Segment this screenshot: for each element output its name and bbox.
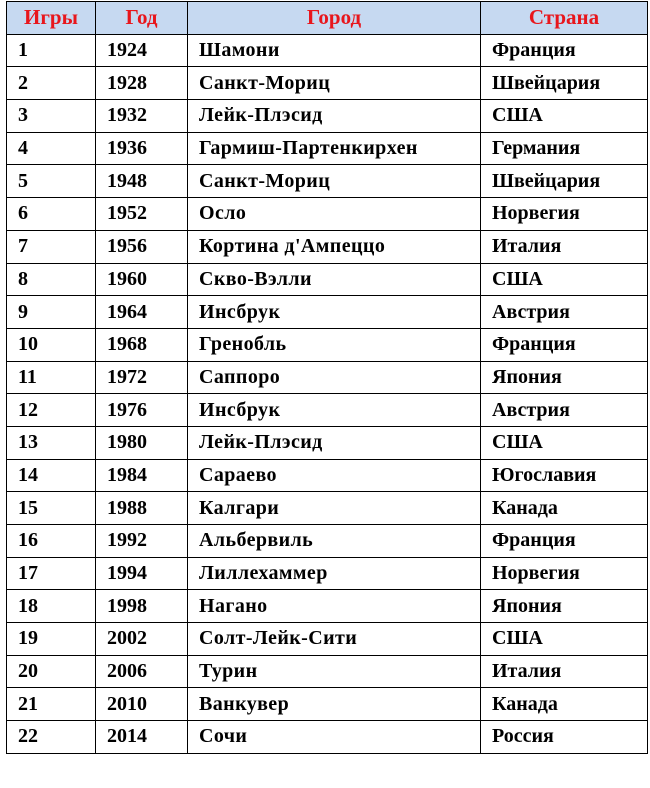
cell-year: 1980 bbox=[96, 426, 188, 459]
cell-country: Норвегия bbox=[481, 557, 648, 590]
cell-country: Австрия bbox=[481, 296, 648, 329]
cell-year: 1994 bbox=[96, 557, 188, 590]
table-row bbox=[7, 426, 648, 459]
cell-games-number: 11 bbox=[7, 361, 96, 394]
table-row bbox=[7, 721, 648, 754]
cell-games-number: 16 bbox=[7, 525, 96, 558]
cell-games-number: 6 bbox=[7, 198, 96, 231]
cell-year: 1988 bbox=[96, 492, 188, 525]
cell-games-number: 1 bbox=[7, 34, 96, 67]
column-header-city: Город bbox=[188, 2, 481, 35]
cell-games-number: 7 bbox=[7, 230, 96, 263]
table-row bbox=[7, 296, 648, 329]
cell-city: Санкт-Мориц bbox=[188, 165, 481, 198]
cell-city: Нагано bbox=[188, 590, 481, 623]
cell-country: США bbox=[481, 426, 648, 459]
cell-city: Саппоро bbox=[188, 361, 481, 394]
cell-games-number: 14 bbox=[7, 459, 96, 492]
cell-city: Инсбрук bbox=[188, 394, 481, 427]
cell-games-number: 10 bbox=[7, 328, 96, 361]
cell-country: Югославия bbox=[481, 459, 648, 492]
table-row bbox=[7, 557, 648, 590]
cell-year: 2014 bbox=[96, 721, 188, 754]
table-row bbox=[7, 623, 648, 656]
cell-year: 1998 bbox=[96, 590, 188, 623]
cell-country: Франция bbox=[481, 328, 648, 361]
table-row bbox=[7, 525, 648, 558]
cell-games-number: 19 bbox=[7, 623, 96, 656]
cell-city: Альбервиль bbox=[188, 525, 481, 558]
cell-year: 1924 bbox=[96, 34, 188, 67]
cell-city: Санкт-Мориц bbox=[188, 67, 481, 100]
cell-games-number: 3 bbox=[7, 100, 96, 133]
cell-country: Италия bbox=[481, 655, 648, 688]
cell-year: 1932 bbox=[96, 100, 188, 133]
cell-games-number: 5 bbox=[7, 165, 96, 198]
cell-year: 1972 bbox=[96, 361, 188, 394]
cell-country: Япония bbox=[481, 590, 648, 623]
cell-year: 1976 bbox=[96, 394, 188, 427]
cell-country: Франция bbox=[481, 34, 648, 67]
table-row bbox=[7, 132, 648, 165]
cell-games-number: 12 bbox=[7, 394, 96, 427]
table-row bbox=[7, 361, 648, 394]
cell-games-number: 9 bbox=[7, 296, 96, 329]
cell-country: Норвегия bbox=[481, 198, 648, 231]
cell-games-number: 18 bbox=[7, 590, 96, 623]
table-row bbox=[7, 688, 648, 721]
cell-city: Осло bbox=[188, 198, 481, 231]
cell-games-number: 22 bbox=[7, 721, 96, 754]
table-row bbox=[7, 459, 648, 492]
cell-city: Ванкувер bbox=[188, 688, 481, 721]
cell-country: Франция bbox=[481, 525, 648, 558]
table-row bbox=[7, 394, 648, 427]
cell-country: Канада bbox=[481, 688, 648, 721]
cell-year: 2010 bbox=[96, 688, 188, 721]
cell-country: США bbox=[481, 100, 648, 133]
cell-games-number: 21 bbox=[7, 688, 96, 721]
cell-country: США bbox=[481, 623, 648, 656]
cell-country: Швейцария bbox=[481, 67, 648, 100]
cell-country: Швейцария bbox=[481, 165, 648, 198]
cell-year: 1968 bbox=[96, 328, 188, 361]
cell-year: 1936 bbox=[96, 132, 188, 165]
cell-country: Канада bbox=[481, 492, 648, 525]
table-header bbox=[7, 2, 648, 35]
table-row bbox=[7, 263, 648, 296]
cell-games-number: 8 bbox=[7, 263, 96, 296]
cell-games-number: 4 bbox=[7, 132, 96, 165]
cell-year: 1948 bbox=[96, 165, 188, 198]
column-header-year: Год bbox=[96, 2, 188, 35]
cell-year: 1952 bbox=[96, 198, 188, 231]
table-row bbox=[7, 100, 648, 133]
table-body bbox=[7, 34, 648, 753]
cell-year: 2002 bbox=[96, 623, 188, 656]
header-row bbox=[7, 2, 648, 35]
cell-city: Сараево bbox=[188, 459, 481, 492]
table-row bbox=[7, 230, 648, 263]
cell-games-number: 20 bbox=[7, 655, 96, 688]
cell-city: Солт-Лейк-Сити bbox=[188, 623, 481, 656]
table-row bbox=[7, 492, 648, 525]
table-row bbox=[7, 590, 648, 623]
column-header-games: Игры bbox=[7, 2, 96, 35]
cell-games-number: 17 bbox=[7, 557, 96, 590]
cell-year: 1960 bbox=[96, 263, 188, 296]
cell-year: 1928 bbox=[96, 67, 188, 100]
cell-year: 1964 bbox=[96, 296, 188, 329]
cell-city: Кортина д'Ампеццо bbox=[188, 230, 481, 263]
cell-year: 1984 bbox=[96, 459, 188, 492]
table-row bbox=[7, 328, 648, 361]
cell-city: Инсбрук bbox=[188, 296, 481, 329]
cell-year: 2006 bbox=[96, 655, 188, 688]
table-row bbox=[7, 198, 648, 231]
cell-year: 1956 bbox=[96, 230, 188, 263]
cell-country: США bbox=[481, 263, 648, 296]
table-row bbox=[7, 655, 648, 688]
cell-city: Лейк-Плэсид bbox=[188, 100, 481, 133]
cell-city: Калгари bbox=[188, 492, 481, 525]
cell-city: Скво-Вэлли bbox=[188, 263, 481, 296]
cell-country: Италия bbox=[481, 230, 648, 263]
table-row bbox=[7, 67, 648, 100]
column-header-country: Страна bbox=[481, 2, 648, 35]
cell-country: Япония bbox=[481, 361, 648, 394]
olympic-games-table bbox=[6, 1, 648, 754]
cell-games-number: 13 bbox=[7, 426, 96, 459]
table-row bbox=[7, 165, 648, 198]
cell-city: Гармиш-Партенкирхен bbox=[188, 132, 481, 165]
cell-games-number: 2 bbox=[7, 67, 96, 100]
cell-city: Гренобль bbox=[188, 328, 481, 361]
cell-country: Россия bbox=[481, 721, 648, 754]
cell-city: Турин bbox=[188, 655, 481, 688]
cell-city: Шамони bbox=[188, 34, 481, 67]
cell-country: Австрия bbox=[481, 394, 648, 427]
cell-year: 1992 bbox=[96, 525, 188, 558]
cell-city: Лейк-Плэсид bbox=[188, 426, 481, 459]
cell-city: Лиллехаммер bbox=[188, 557, 481, 590]
cell-city: Сочи bbox=[188, 721, 481, 754]
cell-country: Германия bbox=[481, 132, 648, 165]
cell-games-number: 15 bbox=[7, 492, 96, 525]
table-row bbox=[7, 34, 648, 67]
